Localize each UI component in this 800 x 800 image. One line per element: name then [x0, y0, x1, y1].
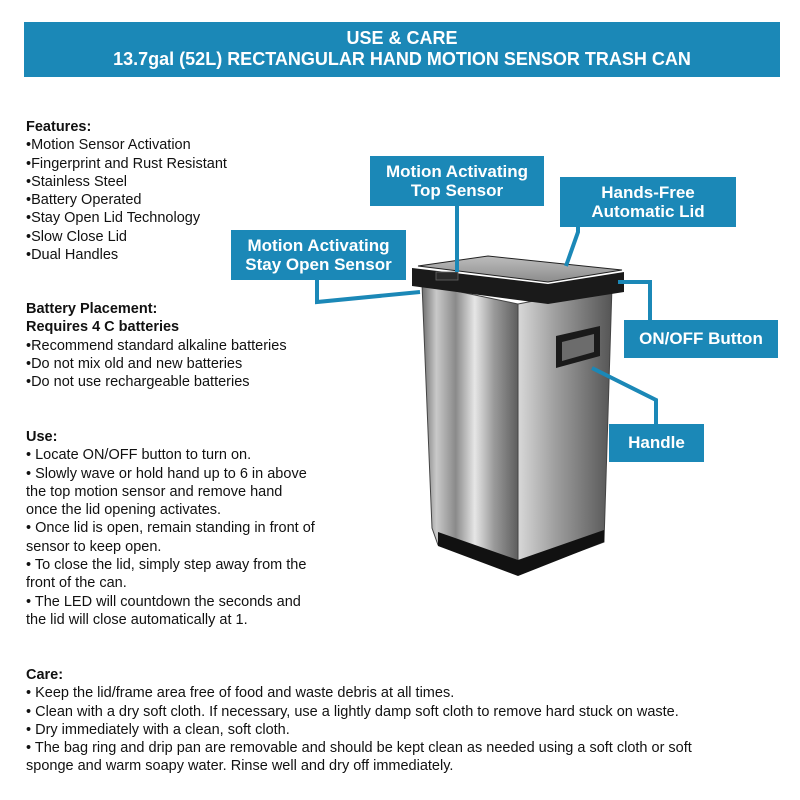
callout-auto-lid-line1: Hands-Free	[601, 183, 695, 202]
callout-handle-label: Handle	[628, 433, 685, 452]
features-item: • Battery Operated	[26, 191, 227, 209]
callout-top-sensor	[370, 156, 544, 206]
features-item: • Slow Close Lid	[26, 228, 227, 246]
use-line: • Locate ON/OFF button to turn on.	[26, 447, 252, 464]
use-title: Use:	[26, 429, 58, 445]
care-title: Care:	[26, 667, 64, 683]
use-line: • To close the lid, simply step away from the	[26, 557, 307, 574]
care-line: • Keep the lid/frame area free of food and waste debris at all times.	[26, 685, 455, 702]
header-subtitle: 13.7gal (52L) RECTANGULAR HAND MOTION SENSOR TRASH CAN	[113, 49, 691, 69]
callout-auto-lid-line2: Automatic Lid	[591, 202, 705, 221]
callout-top-sensor-line1: Motion Activating	[386, 162, 528, 181]
care-line: sponge and warm soapy water. Rinse well and dry off immediately.	[26, 758, 454, 775]
callout-stay-open	[231, 230, 406, 280]
features-item: • Motion Sensor Activation	[26, 136, 227, 154]
battery-item: • Do not mix old and new batteries	[26, 355, 287, 373]
features-item: • Dual Handles	[26, 246, 227, 264]
use-line: • Once lid is open, remain standing in front of	[26, 520, 315, 537]
battery-subtitle: Requires 4 C batteries	[26, 319, 180, 336]
callout-stay-open-line1: Motion Activating	[247, 236, 390, 255]
stay-open-sensor-icon	[436, 272, 458, 280]
care-line: • Dry immediately with a clean, soft cloth.	[26, 721, 290, 738]
care-line: • Clean with a dry soft cloth. If necessary, use a lightly damp soft cloth to remove hard stuck on waste.	[26, 703, 679, 720]
callout-on-off	[624, 320, 778, 358]
care-line: • The bag ring and drip pan are removable and should be kept clean as needed using a soft cloth or soft	[26, 740, 692, 757]
battery-title: Battery Placement:	[26, 301, 158, 317]
use-line: the lid will close automatically at 1.	[26, 611, 248, 628]
can-front-face	[422, 284, 518, 574]
use-line: the top motion sensor and remove hand	[26, 483, 283, 500]
header-title: USE & CARE	[346, 28, 458, 48]
use-line: • The LED will countdown the seconds and	[26, 593, 301, 610]
connector-stay-open	[317, 278, 420, 302]
features-item: • Stay Open Lid Technology	[26, 209, 227, 227]
callout-stay-open-line2: Stay Open Sensor	[245, 255, 392, 274]
callout-top-sensor-line2: Top Sensor	[410, 181, 504, 200]
callout-on-off-label: ON/OFF Button	[639, 329, 763, 348]
callout-auto-lid	[560, 177, 736, 227]
callout-handle	[609, 424, 704, 462]
use-line: sensor to keep open.	[26, 538, 162, 555]
features-item: • Stainless Steel	[26, 173, 227, 191]
use-line: front of the can.	[26, 575, 127, 592]
use-line: • Slowly wave or hold hand up to 6 in above	[26, 465, 307, 482]
use-line: once the lid opening activates.	[26, 502, 222, 519]
features-title: Features:	[26, 119, 92, 135]
features-item: • Fingerprint and Rust Resistant	[26, 155, 227, 173]
battery-item: • Do not use rechargeable batteries	[26, 373, 287, 391]
battery-item: • Recommend standard alkaline batteries	[26, 337, 287, 355]
